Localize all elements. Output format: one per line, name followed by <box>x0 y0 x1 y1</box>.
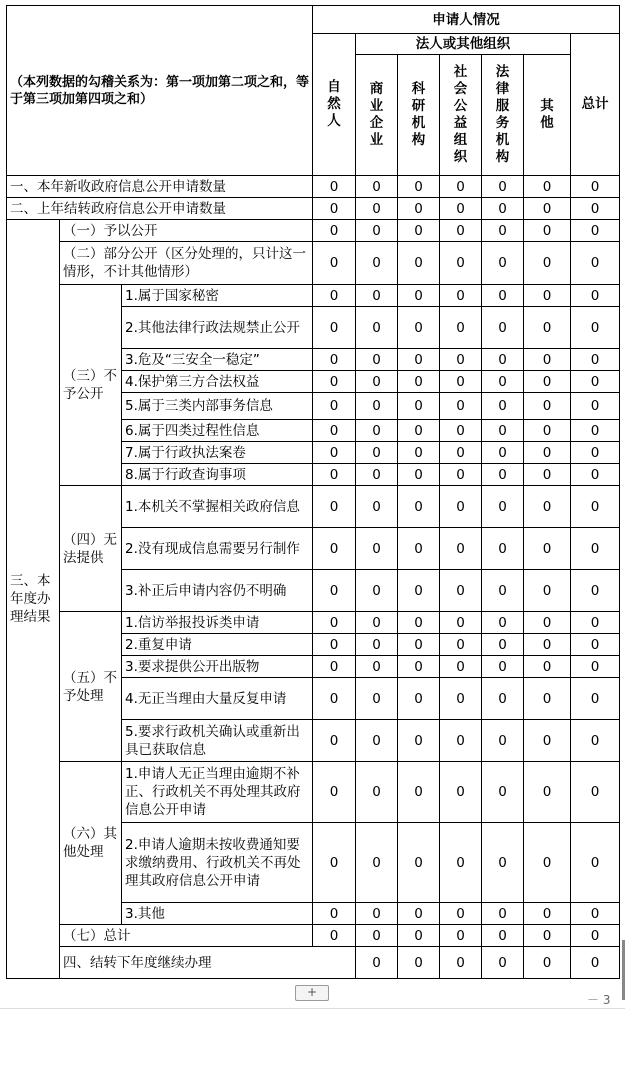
value-cell: 0 <box>313 442 356 464</box>
value-cell: 0 <box>440 720 482 762</box>
value-cell: 0 <box>440 570 482 612</box>
value-cell: 0 <box>440 903 482 925</box>
value-cell: 0 <box>398 678 440 720</box>
value-cell: 0 <box>571 393 620 420</box>
value-cell: 0 <box>356 349 398 371</box>
value-cell: 0 <box>440 947 482 979</box>
value-cell: 0 <box>440 656 482 678</box>
value-cell: 0 <box>313 486 356 528</box>
table-row <box>7 176 620 198</box>
value-cell: 0 <box>440 176 482 198</box>
value-cell: 0 <box>482 464 524 486</box>
value-cell: 0 <box>482 634 524 656</box>
value-cell: 0 <box>356 486 398 528</box>
value-cell: 0 <box>398 925 440 947</box>
value-cell: 0 <box>524 242 571 285</box>
value-cell: 0 <box>571 634 620 656</box>
section-3-label: 三、本年度办理结果 <box>7 220 60 979</box>
value-cell: 0 <box>524 925 571 947</box>
table-row <box>7 762 620 823</box>
value-cell: 0 <box>482 656 524 678</box>
value-cell: 0 <box>524 678 571 720</box>
value-cell: 0 <box>398 442 440 464</box>
value-cell: 0 <box>398 242 440 285</box>
value-cell: 0 <box>356 925 398 947</box>
value-cell: 0 <box>440 442 482 464</box>
value-cell: 0 <box>482 349 524 371</box>
value-cell: 0 <box>356 528 398 570</box>
row-label: （七）总计 <box>60 925 313 947</box>
research-header: 科研机构 <box>398 55 440 176</box>
value-cell: 0 <box>571 570 620 612</box>
value-cell: 0 <box>356 903 398 925</box>
value-cell: 0 <box>356 656 398 678</box>
item-label: 2.重复申请 <box>122 634 313 656</box>
value-cell: 0 <box>313 762 356 823</box>
value-cell: 0 <box>356 371 398 393</box>
value-cell: 0 <box>524 464 571 486</box>
value-cell: 0 <box>571 925 620 947</box>
row-label: 二、上年结转政府信息公开申请数量 <box>7 198 313 220</box>
item-label: 7.属于行政执法案卷 <box>122 442 313 464</box>
value-cell: 0 <box>398 528 440 570</box>
value-cell: 0 <box>398 285 440 307</box>
value-cell: 0 <box>482 442 524 464</box>
value-cell: 0 <box>482 678 524 720</box>
value-cell: 0 <box>482 393 524 420</box>
value-cell: 0 <box>571 242 620 285</box>
value-cell: 0 <box>440 486 482 528</box>
legal-org-header: 法人或其他组织 <box>356 34 571 55</box>
legal-service-header: 法律服务机构 <box>482 55 524 176</box>
table-row <box>7 612 620 634</box>
item-label: 5.属于三类内部事务信息 <box>122 393 313 420</box>
value-cell: 0 <box>440 393 482 420</box>
value-cell: 0 <box>313 823 356 903</box>
value-cell: 0 <box>524 570 571 612</box>
value-cell: 0 <box>482 612 524 634</box>
value-cell: 0 <box>524 947 571 979</box>
value-cell: 0 <box>398 762 440 823</box>
commercial-header: 商业企业 <box>356 55 398 176</box>
value-cell: 0 <box>571 947 620 979</box>
value-cell: 0 <box>571 903 620 925</box>
value-cell: 0 <box>482 762 524 823</box>
group-4-label: （四）无法提供 <box>60 486 122 612</box>
value-cell: 0 <box>313 176 356 198</box>
value-cell: 0 <box>313 528 356 570</box>
item-label: 1.属于国家秘密 <box>122 285 313 307</box>
value-cell: 0 <box>356 947 398 979</box>
value-cell: 0 <box>524 307 571 349</box>
value-cell: 0 <box>313 285 356 307</box>
value-cell: 0 <box>524 176 571 198</box>
item-label: 4.无正当理由大量反复申请 <box>122 678 313 720</box>
item-label: 3.其他 <box>122 903 313 925</box>
value-cell: 0 <box>313 242 356 285</box>
value-cell: 0 <box>356 220 398 242</box>
value-cell: 0 <box>398 656 440 678</box>
value-cell: 0 <box>440 371 482 393</box>
value-cell: 0 <box>440 762 482 823</box>
value-cell: 0 <box>313 371 356 393</box>
value-cell: 0 <box>356 307 398 349</box>
value-cell: 0 <box>571 442 620 464</box>
add-row-button[interactable]: + <box>295 985 329 1001</box>
item-label: 3.要求提供公开出版物 <box>122 656 313 678</box>
item-label: 2.申请人逾期未按收费通知要求缴纳费用、行政机关不再处理其政府信息公开申请 <box>122 823 313 903</box>
value-cell: 0 <box>524 442 571 464</box>
value-cell: 0 <box>398 176 440 198</box>
value-cell: 0 <box>313 720 356 762</box>
value-cell: 0 <box>313 903 356 925</box>
value-cell: 0 <box>524 656 571 678</box>
value-cell: 0 <box>398 420 440 442</box>
value-cell: 0 <box>356 285 398 307</box>
value-cell: 0 <box>524 220 571 242</box>
value-cell: 0 <box>571 720 620 762</box>
item-label: 1.申请人无正当理由逾期不补正、行政机关不再处理其政府信息公开申请 <box>122 762 313 823</box>
value-cell: 0 <box>440 198 482 220</box>
value-cell: 0 <box>398 220 440 242</box>
table-note: （本列数据的勾稽关系为：第一项加第二项之和，等于第三项加第四项之和） <box>7 6 313 176</box>
value-cell: 0 <box>440 349 482 371</box>
value-cell: 0 <box>313 634 356 656</box>
value-cell: 0 <box>482 242 524 285</box>
table-row <box>7 486 620 528</box>
value-cell: 0 <box>356 634 398 656</box>
value-cell: 0 <box>571 656 620 678</box>
value-cell: 0 <box>398 947 440 979</box>
value-cell: 0 <box>524 762 571 823</box>
value-cell: 0 <box>524 371 571 393</box>
value-cell: 0 <box>440 242 482 285</box>
value-cell: 0 <box>313 198 356 220</box>
value-cell: 0 <box>571 762 620 823</box>
value-cell: 0 <box>313 570 356 612</box>
value-cell: 0 <box>356 198 398 220</box>
value-cell: 0 <box>440 285 482 307</box>
row-label: 四、结转下年度继续办理 <box>60 947 356 979</box>
value-cell: 0 <box>313 612 356 634</box>
value-cell: 0 <box>482 220 524 242</box>
value-cell: 0 <box>313 220 356 242</box>
value-cell: 0 <box>398 612 440 634</box>
value-cell: 0 <box>440 528 482 570</box>
value-cell: 0 <box>313 307 356 349</box>
value-cell: 0 <box>524 720 571 762</box>
value-cell: 0 <box>440 464 482 486</box>
value-cell: 0 <box>524 198 571 220</box>
value-cell: 0 <box>313 393 356 420</box>
value-cell: 0 <box>440 612 482 634</box>
government-info-disclosure-table <box>6 5 620 979</box>
value-cell: 0 <box>356 720 398 762</box>
value-cell: 0 <box>571 198 620 220</box>
row-label: （二）部分公开（区分处理的，只计这一情形，不计其他情形） <box>60 242 313 285</box>
value-cell: 0 <box>313 656 356 678</box>
group-3-label: （三）不予公开 <box>60 285 122 486</box>
value-cell: 0 <box>524 612 571 634</box>
value-cell: 0 <box>398 464 440 486</box>
item-label: 8.属于行政查询事项 <box>122 464 313 486</box>
value-cell: 0 <box>482 947 524 979</box>
value-cell: 0 <box>571 420 620 442</box>
item-label: 6.属于四类过程性信息 <box>122 420 313 442</box>
value-cell: 0 <box>571 220 620 242</box>
value-cell: 0 <box>571 371 620 393</box>
value-cell: 0 <box>482 420 524 442</box>
row-label: （一）予以公开 <box>60 220 313 242</box>
value-cell: 0 <box>482 528 524 570</box>
applicant-info-header: 申请人情况 <box>313 6 620 34</box>
value-cell: 0 <box>398 570 440 612</box>
value-cell: 0 <box>356 393 398 420</box>
value-cell: 0 <box>440 678 482 720</box>
value-cell: 0 <box>571 678 620 720</box>
item-label: 4.保护第三方合法权益 <box>122 371 313 393</box>
value-cell: 0 <box>482 486 524 528</box>
table-row <box>7 198 620 220</box>
value-cell: 0 <box>571 285 620 307</box>
value-cell: 0 <box>482 823 524 903</box>
table-row <box>7 947 620 979</box>
item-label: 1.本机关不掌握相关政府信息 <box>122 486 313 528</box>
value-cell: 0 <box>356 823 398 903</box>
value-cell: 0 <box>571 307 620 349</box>
value-cell: 0 <box>398 349 440 371</box>
page-separator <box>0 1008 625 1009</box>
value-cell: 0 <box>313 678 356 720</box>
value-cell: 0 <box>440 634 482 656</box>
value-cell: 0 <box>482 198 524 220</box>
table-row <box>7 220 620 242</box>
value-cell: 0 <box>356 762 398 823</box>
value-cell: 0 <box>313 420 356 442</box>
value-cell: 0 <box>482 285 524 307</box>
value-cell: 0 <box>398 903 440 925</box>
item-label: 1.信访举报投诉类申请 <box>122 612 313 634</box>
value-cell: 0 <box>398 634 440 656</box>
value-cell: 0 <box>313 925 356 947</box>
value-cell: 0 <box>356 570 398 612</box>
value-cell: 0 <box>482 903 524 925</box>
value-cell: 0 <box>482 720 524 762</box>
value-cell: 0 <box>356 242 398 285</box>
group-5-label: （五）不予处理 <box>60 612 122 762</box>
value-cell: 0 <box>398 823 440 903</box>
value-cell: 0 <box>440 925 482 947</box>
value-cell: 0 <box>398 393 440 420</box>
value-cell: 0 <box>356 612 398 634</box>
public-welfare-header: 社会公益组织 <box>440 55 482 176</box>
value-cell: 0 <box>398 307 440 349</box>
value-cell: 0 <box>524 486 571 528</box>
value-cell: 0 <box>524 903 571 925</box>
table-row <box>7 285 620 307</box>
value-cell: 0 <box>571 349 620 371</box>
value-cell: 0 <box>571 464 620 486</box>
value-cell: 0 <box>398 198 440 220</box>
total-header: 总计 <box>571 34 620 176</box>
row-label: 一、本年新收政府信息公开申请数量 <box>7 176 313 198</box>
value-cell: 0 <box>440 307 482 349</box>
item-label: 3.危及“三安全一稳定” <box>122 349 313 371</box>
value-cell: 0 <box>571 176 620 198</box>
value-cell: 0 <box>398 720 440 762</box>
other-header: 其他 <box>524 55 571 176</box>
value-cell: 0 <box>524 634 571 656</box>
value-cell: 0 <box>356 464 398 486</box>
value-cell: 0 <box>571 528 620 570</box>
value-cell: 0 <box>482 176 524 198</box>
value-cell: 0 <box>398 371 440 393</box>
value-cell: 0 <box>524 528 571 570</box>
value-cell: 0 <box>313 464 356 486</box>
value-cell: 0 <box>524 349 571 371</box>
value-cell: 0 <box>524 285 571 307</box>
value-cell: 0 <box>440 823 482 903</box>
value-cell: 0 <box>571 823 620 903</box>
group-6-label: （六）其他处理 <box>60 762 122 925</box>
value-cell: 0 <box>482 925 524 947</box>
value-cell: 0 <box>482 307 524 349</box>
value-cell: 0 <box>571 486 620 528</box>
value-cell: 0 <box>313 349 356 371</box>
item-label: 2.没有现成信息需要另行制作 <box>122 528 313 570</box>
value-cell: 0 <box>356 442 398 464</box>
value-cell: 0 <box>440 420 482 442</box>
value-cell: 0 <box>356 678 398 720</box>
item-label: 2.其他法律行政法规禁止公开 <box>122 307 313 349</box>
value-cell: 0 <box>398 486 440 528</box>
value-cell: 0 <box>440 220 482 242</box>
value-cell: 0 <box>524 420 571 442</box>
item-label: 3.补正后申请内容仍不明确 <box>122 570 313 612</box>
table-row <box>7 242 620 285</box>
value-cell: 0 <box>524 823 571 903</box>
page-number: － 3 <box>587 993 611 1007</box>
value-cell: 0 <box>482 570 524 612</box>
value-cell: 0 <box>524 393 571 420</box>
table-row <box>7 925 620 947</box>
value-cell: 0 <box>571 612 620 634</box>
item-label: 5.要求行政机关确认或重新出具已获取信息 <box>122 720 313 762</box>
natural-person-header: 自然人 <box>313 34 356 176</box>
value-cell: 0 <box>482 371 524 393</box>
value-cell: 0 <box>356 420 398 442</box>
value-cell: 0 <box>356 176 398 198</box>
